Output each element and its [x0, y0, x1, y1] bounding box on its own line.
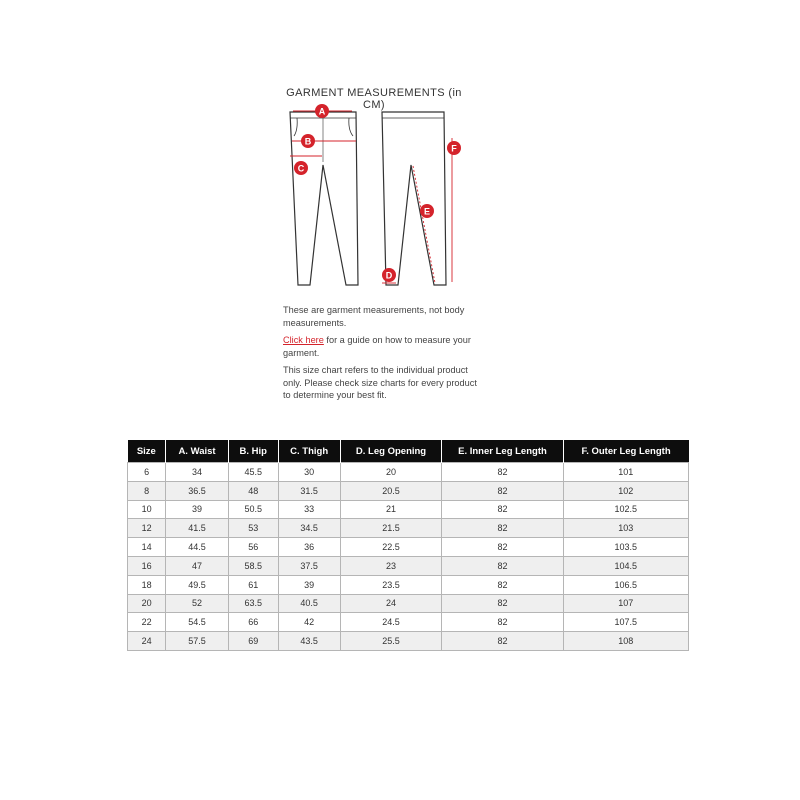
table-cell: 12	[128, 519, 166, 538]
table-cell: 66	[228, 613, 278, 632]
table-cell: 54.5	[166, 613, 229, 632]
column-header: B. Hip	[228, 440, 278, 463]
table-cell: 41.5	[166, 519, 229, 538]
table-cell: 23.5	[340, 575, 442, 594]
table-cell: 23	[340, 556, 442, 575]
table-cell: 24	[128, 632, 166, 651]
back-view-pants	[382, 112, 446, 285]
table-cell: 20	[340, 463, 442, 482]
note-guide-text: for a guide on how to measure your garment.	[283, 335, 471, 358]
table-row	[128, 538, 689, 557]
table-cell: 82	[442, 481, 563, 500]
table-cell: 37.5	[278, 556, 340, 575]
table-cell: 43.5	[278, 632, 340, 651]
table-row	[128, 519, 689, 538]
table-cell: 25.5	[340, 632, 442, 651]
table-cell: 44.5	[166, 538, 229, 557]
table-cell: 82	[442, 463, 563, 482]
table-cell: 40.5	[278, 594, 340, 613]
table-cell: 102.5	[563, 500, 688, 519]
table-cell: 82	[442, 538, 563, 557]
svg-text:A: A	[318, 106, 326, 117]
table-cell: 82	[442, 632, 563, 651]
table-cell: 24.5	[340, 613, 442, 632]
table-row	[128, 500, 689, 519]
table-cell: 39	[278, 575, 340, 594]
marker-e	[420, 204, 434, 218]
page-title: GARMENT MEASUREMENTS (in CM)	[286, 87, 462, 111]
table-row	[128, 463, 689, 482]
table-cell: 82	[442, 613, 563, 632]
table-row	[128, 613, 689, 632]
table-cell: 31.5	[278, 481, 340, 500]
table-cell: 8	[128, 481, 166, 500]
table-cell: 58.5	[228, 556, 278, 575]
measure-guide-link[interactable]: Click here	[283, 335, 324, 345]
svg-text:E: E	[423, 206, 431, 217]
table-cell: 57.5	[166, 632, 229, 651]
column-header: A. Waist	[166, 440, 229, 463]
table-cell: 33	[278, 500, 340, 519]
table-cell: 107	[563, 594, 688, 613]
table-cell: 21.5	[340, 519, 442, 538]
table-cell: 103.5	[563, 538, 688, 557]
note-size-chart: This size chart refers to the individual product only. Please check size charts for every product to determine your best fit.	[283, 365, 477, 400]
table-cell: 82	[442, 519, 563, 538]
table-cell: 103	[563, 519, 688, 538]
table-cell: 24	[340, 594, 442, 613]
table-cell: 18	[128, 575, 166, 594]
table-row	[128, 575, 689, 594]
table-cell: 53	[228, 519, 278, 538]
note-garment-vs-body: These are garment measurements, not body measurements.	[283, 305, 465, 328]
table-cell: 108	[563, 632, 688, 651]
table-cell: 34	[166, 463, 229, 482]
table-row	[128, 594, 689, 613]
size-chart-table	[127, 440, 689, 651]
marker-d	[382, 268, 396, 282]
svg-text:D: D	[385, 270, 393, 281]
marker-b	[301, 134, 315, 148]
svg-text:B: B	[304, 136, 312, 147]
marker-f	[447, 141, 461, 155]
table-cell: 102	[563, 481, 688, 500]
table-cell: 6	[128, 463, 166, 482]
table-row	[128, 556, 689, 575]
table-cell: 39	[166, 500, 229, 519]
table-header-row	[128, 440, 689, 463]
table-cell: 69	[228, 632, 278, 651]
table-cell: 22	[128, 613, 166, 632]
table-cell: 82	[442, 500, 563, 519]
table-cell: 63.5	[228, 594, 278, 613]
marker-a	[315, 104, 329, 118]
table-cell: 36	[278, 538, 340, 557]
table-row	[128, 632, 689, 651]
garment-diagram	[270, 100, 470, 295]
measurement-notes	[283, 304, 483, 407]
table-cell: 30	[278, 463, 340, 482]
table-cell: 14	[128, 538, 166, 557]
svg-text:F: F	[451, 143, 457, 154]
table-cell: 36.5	[166, 481, 229, 500]
table-cell: 104.5	[563, 556, 688, 575]
front-view-pants	[290, 112, 358, 285]
table-cell: 82	[442, 575, 563, 594]
table-cell: 106.5	[563, 575, 688, 594]
table-cell: 107.5	[563, 613, 688, 632]
svg-text:C: C	[297, 163, 305, 174]
table-cell: 16	[128, 556, 166, 575]
table-cell: 34.5	[278, 519, 340, 538]
table-cell: 56	[228, 538, 278, 557]
table-cell: 49.5	[166, 575, 229, 594]
table-cell: 82	[442, 594, 563, 613]
column-header: F. Outer Leg Length	[563, 440, 688, 463]
table-cell: 52	[166, 594, 229, 613]
table-cell: 45.5	[228, 463, 278, 482]
table-cell: 101	[563, 463, 688, 482]
table-cell: 48	[228, 481, 278, 500]
marker-c	[294, 161, 308, 175]
column-header: D. Leg Opening	[340, 440, 442, 463]
column-header: C. Thigh	[278, 440, 340, 463]
table-cell: 10	[128, 500, 166, 519]
table-cell: 61	[228, 575, 278, 594]
table-cell: 22.5	[340, 538, 442, 557]
table-cell: 47	[166, 556, 229, 575]
table-cell: 20	[128, 594, 166, 613]
table-cell: 50.5	[228, 500, 278, 519]
table-row	[128, 481, 689, 500]
table-cell: 21	[340, 500, 442, 519]
table-cell: 20.5	[340, 481, 442, 500]
table-cell: 42	[278, 613, 340, 632]
column-header: E. Inner Leg Length	[442, 440, 563, 463]
table-cell: 82	[442, 556, 563, 575]
column-header: Size	[128, 440, 166, 463]
note-guide	[283, 334, 483, 359]
